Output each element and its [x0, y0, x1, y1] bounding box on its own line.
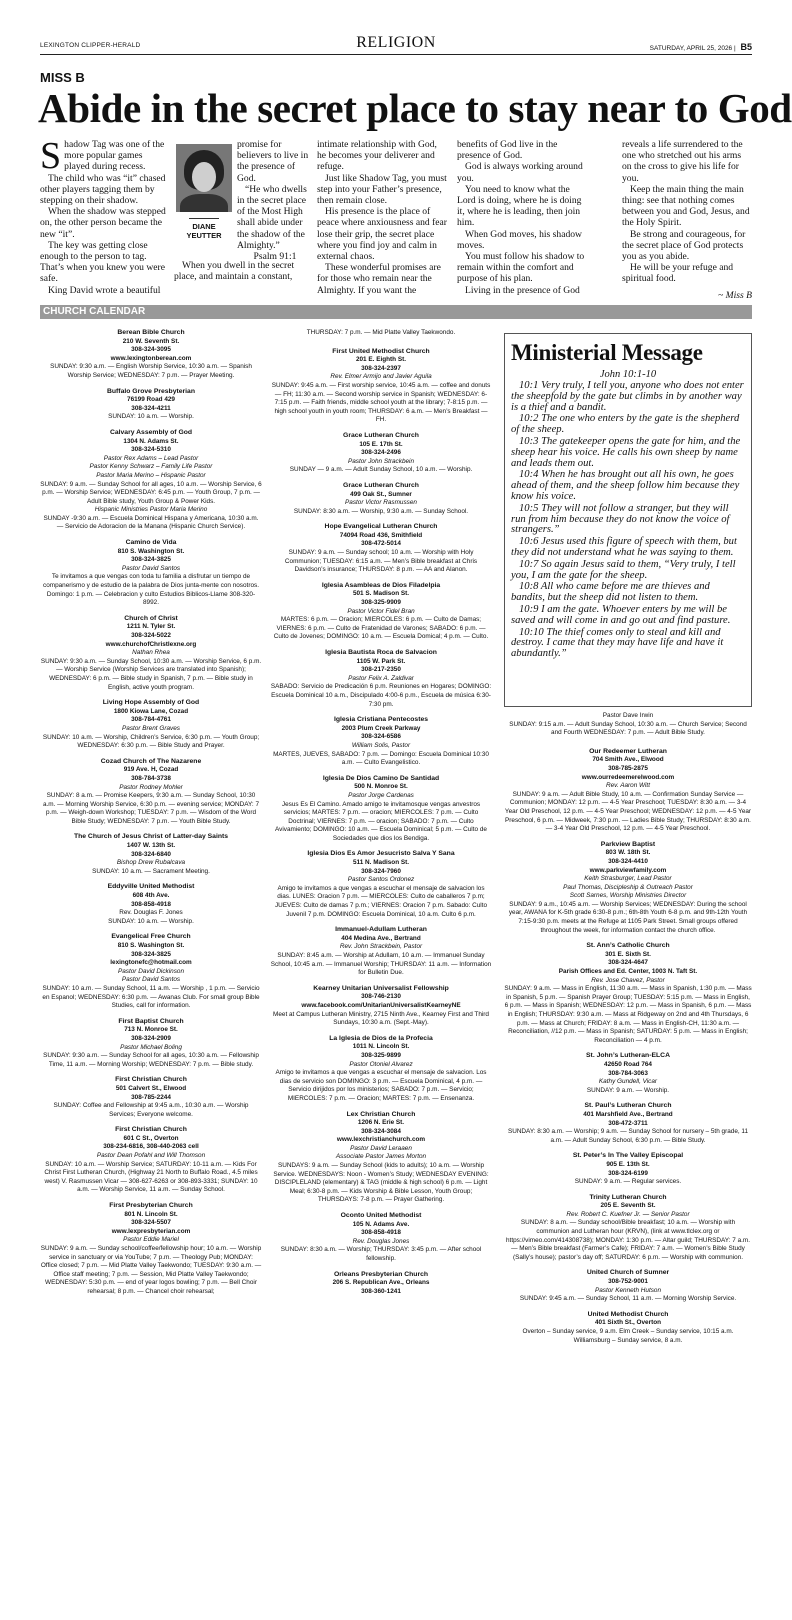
calendar-column-1 [40, 329, 262, 1304]
church-address: 74094 Road 436, Smithfield [339, 531, 423, 539]
scripture-verse: 10:9 I am the gate. Whoever enters by me will be saved and will come in and go out and find pasture. [511, 603, 731, 626]
church-name: Parkview Baptist [600, 840, 656, 848]
church-staff: Associate Pastor James Morton [335, 1153, 427, 1161]
church-name: First Presbyterian Church [109, 1202, 193, 1210]
article-paragraph: reveals a life surrendered to the one who stretched out his arms on the cross to give his life for you. [622, 139, 743, 184]
church-address: 499 Oak St., Sumner [350, 490, 412, 498]
calendar-entry [504, 942, 752, 1045]
article-paragraph: “He who dwells in the secret place of the Most High shall abide under the shadow of the Almighty.” [237, 183, 307, 251]
calendar-entry [40, 329, 262, 381]
scripture-verse: 10:5 They will not follow a stranger, but they will run from him because they do not know the voice of strangers.” [511, 502, 730, 536]
church-website: www.facebook.com/UnitarianUniversalistKearneyNE [301, 1001, 461, 1009]
church-name: First Christian Church [115, 1076, 187, 1084]
church-schedule: SUNDAY: 8:30 a.m. — Worship; THURSDAY: 3:45 p.m. — After school fellowship. [280, 1246, 482, 1262]
calendar-entry [270, 1271, 492, 1297]
church-address: 1206 N. Erie St. [357, 1119, 405, 1127]
church-address: 105 N. Adams Ave. [352, 1220, 410, 1228]
church-name: Our Redeemer Lutheran [589, 747, 667, 755]
church-staff: Keith Strasburger, Lead Pastor [584, 875, 672, 883]
church-name: Iglesia Bautista Roca de Salvacion [325, 649, 437, 656]
author-box [176, 144, 232, 240]
church-staff: Pastor Kenneth Hutson [594, 1286, 662, 1294]
church-website: www.lexchristianchurch.com [336, 1136, 426, 1144]
calendar-entry [270, 432, 492, 475]
church-name: Church of Christ [124, 614, 178, 622]
church-name: St. Peter’s In The Valley Episcopal [572, 1152, 684, 1160]
church-address: 401 Marshfield Ave., Bertrand [583, 1110, 673, 1118]
church-staff: Pastor Victor Rasmussen [345, 499, 417, 507]
church-address: 404 Medina Ave., Bertrand [341, 934, 421, 942]
scripture-verses [511, 381, 745, 660]
ministerial-message-box [504, 333, 752, 707]
calendar-entry [40, 429, 262, 532]
church-address: 501 S. Madison St. [352, 590, 410, 598]
church-address: 105 E. 17th St. [359, 440, 403, 448]
church-staff: Pastor John Strackbein [347, 457, 415, 465]
church-staff: Pastor David Santos [121, 976, 181, 984]
church-staff: Pastor David Dickinson [117, 967, 185, 975]
calendar-entry [40, 539, 262, 608]
article-paragraph: His presence is the place of peace where anxiousness and fear lose their grip, the secret place where you find joy and calm in external chaos. [317, 206, 447, 263]
church-phone: 308-324-2909 [131, 1034, 171, 1042]
church-address: 608 4th Ave. [132, 892, 170, 900]
church-phone: 308-325-9909 [361, 599, 401, 607]
article-paragraph: The child who was “it” chased other players tagging them by stepping on their shadow. [40, 172, 166, 207]
calendar-entry [40, 1126, 262, 1195]
scripture-verse: 10:8 All who came before me are thieves and bandits, but the sheep did not listen to them. [511, 581, 710, 604]
church-name: United Methodist Church [587, 1310, 669, 1318]
church-phone: 308-472-3711 [608, 1119, 648, 1127]
church-address: 501 Calvert St., Elwood [115, 1084, 187, 1092]
church-name: St. Paul’s Lutheran Church [584, 1102, 672, 1110]
calendar-entry [270, 523, 492, 575]
church-schedule: SUNDAY -9:30 a.m. — Escuela Dominical Hispana y Americana, 10:30 a.m. — Servicio de Adoracion de la Manana (Hispanic Church Service). [43, 514, 259, 531]
church-staff: Paul Thomas, Discipleship & Outreach Pastor [563, 883, 693, 891]
article-paragraph: God is always working around you. [457, 161, 583, 184]
church-address: 511 N. Madison St. [352, 859, 410, 867]
church-schedule: SUNDAY: 9 a.m. — Worship. [586, 1086, 670, 1094]
church-name: Iglesia Dios Es Amor Jesucristo Salva Y Sana [307, 850, 455, 858]
church-schedule: SUNDAY: 10 a.m. — Worship. [108, 917, 194, 925]
church-schedule: SUNDAY: 9 a.m. — Adult Bible Study, 10 a.m. — Confirmation Sunday Service — Communion; MONDAY: 12 p.m. — 4-5 Year Preschool; TUESDAY: 8:30 a.m. — 3-4 Year Old Preschool, 12 p.m. — 4-5 Year Preschool; WEDNESDAY: 12 p.m. — 4-5 Year Preschool, 6 p.m. — Midweek, 7:30 p.m. — Ladies Bible Study; THURSDAY: 8:30 a.m. — 3-4 Year Old Preschool, 12 p.m. — 4-5 Year Preschool. [504, 790, 752, 833]
church-name: First Christian Church [115, 1126, 187, 1134]
church-address: 1800 Kiowa Lane, Cozad [113, 707, 189, 715]
church-schedule: SUNDAY: 8:30 a.m. — Worship, 9:30 a.m. — Sunday School. [293, 507, 469, 515]
calendar-entry [40, 1018, 262, 1070]
church-phone: 308-324-3825 [131, 950, 171, 958]
church-address: 76199 Road 429 [127, 396, 175, 404]
article-paragraph: These wonderful promises are for those who remain near the Almighty. If you want the [317, 262, 441, 296]
church-address: 1304 N. Adams St. [123, 437, 179, 445]
church-staff: Pastor David Leraaen [350, 1144, 412, 1152]
scripture-verse: 10:1 Very truly, I tell you, anyone who does not enter the sheepfold by the gate but climbs in by another way is a thief and a bandit. [511, 380, 744, 413]
calendar-entry [504, 1052, 752, 1095]
church-staff: Pastor Eddie Mariel [123, 1236, 179, 1244]
calendar-entry [270, 850, 492, 919]
calendar-entry [40, 615, 262, 692]
calendar-entry [504, 1311, 752, 1345]
church-name: Iglesia Cristiana Pentecostes [333, 716, 429, 724]
church-staff: Pastor Dean Pofahl and Will Thomson [96, 1152, 206, 1160]
church-staff: Rev. Douglas Jones [352, 1237, 410, 1245]
church-schedule: Meet at Campus Lutheran Ministry, 2715 Ninth Ave., Kearney First and Third Sundays, 10:30 a.m. (Sept.-May). [273, 1010, 489, 1027]
church-schedule: SUNDAY: 9 a.m., 10:45 a.m. — Worship Services; WEDNESDAY: During the school year, AWANA for K-5th grade 6:30-8 p.m.; 6th-8th Youth 6-8 p.m. and 9th-12th Youth 7:15-9:30 p.m. meets at the Refuge at 1105 Park Street. Small groups offered throughout the week, for information contact the church office. [508, 900, 748, 934]
church-website: Parish Offices and Ed. Center, 1003 N. Taft St. [558, 968, 698, 976]
church-schedule: SUNDAY: 10 a.m. — Sacrament Meeting. [92, 867, 210, 875]
paper-name: LEXINGTON CLIPPER-HERALD [40, 42, 141, 49]
calendar-entry [270, 582, 492, 642]
church-phone: 308-858-4918 [361, 1229, 401, 1237]
drop-cap: S [40, 135, 62, 177]
church-phone: 308-784-4761 [131, 716, 171, 724]
church-staff: Pastor Rex Adams – Lead Pastor [103, 454, 199, 462]
article-paragraph: When you dwell in the secret place, and maintain a constant, [174, 260, 295, 283]
church-staff: Pastor Santos Ordonez [347, 876, 415, 884]
church-staff: William Solis, Pastor [351, 741, 411, 749]
church-name: Eddyville United Methodist [107, 883, 195, 891]
church-staff: Rev. Aaron Witt [606, 782, 650, 790]
church-schedule: SUNDAY: 9 a.m. — Regular services. [574, 1178, 682, 1186]
church-name: Hope Evangelical Lutheran Church [324, 523, 438, 531]
calendar-entry [504, 1152, 752, 1186]
calendar-continuation [504, 712, 752, 738]
church-staff: Pastor David Santos [121, 564, 181, 572]
church-staff: Bishop Drew Rubalcava [116, 859, 186, 867]
article-column-2 [237, 139, 313, 262]
author-first-name: DIANE [192, 222, 216, 231]
church-schedule: SUNDAY: 9:30 a.m. — English Worship Service, 10:30 a.m. — Spanish Worship Service; WEDNESDAY: 7 p.m. — Prayer Meeting. [50, 363, 252, 379]
article-paragraph: You must follow his shadow to remain within the comfort and purpose of his plan. [457, 251, 585, 285]
church-address: 919 Ave. H, Cozad [123, 766, 179, 774]
calendar-entry [40, 699, 262, 751]
church-name: St. John’s Lutheran-ELCA [586, 1052, 670, 1060]
church-phone: 308-325-9899 [361, 1051, 401, 1059]
article-paragraph [40, 135, 168, 177]
article-column-5 [622, 139, 752, 301]
church-phone: 308-324-3095 [131, 346, 171, 354]
church-schedule: SUNDAY: 9:30 a.m. — Sunday School for all ages, 10:30 a.m. — Fellowship Time, 11 a.m. — Morning Worship; WEDNESDAY: 7 p.m. — Bible study. [43, 1052, 259, 1068]
church-schedule: Jesus Es El Camino. Amado amigo te invitamosque vengas anvestros servicios; MARTES: 7 p.m. — oracion; MIERCOLES: 7 p.m. — Culto Doctrinal; VIERNES: 7 p.m. — oracion; SABADO: 7 p.m. — Culto Avivamiento; DOMINGO: 10 a.m. — Escuela Dominical; 5 p.m. — Culto de Sociedades que dios los Bendiga. [275, 800, 487, 842]
church-phone: 308-324-2496 [361, 449, 401, 457]
church-schedule: SUNDAY — 9 a.m. — Adult Sunday School, 10 a.m. — Worship. [289, 466, 473, 474]
church-address: 803 W. 18th St. [605, 849, 651, 857]
church-schedule: SUNDAYS: 9 a.m. — Sunday School (kids to adults); 10 a.m. — Worship Service. WEDNESDAYS: Noon - Women’s Study; WEDNESDAY EVENING: DISCIPLELAND (elementary) & TAG (middle & high school) 6 p.m. — Light Meal; 6:30-8 p.m. — Kids Worship & Bible Lesson, Youth Group; THURSDAYS: 7-8 p.m. — Prayer Gathering. [273, 1162, 489, 1204]
church-phone: 308-324-5507 [131, 1219, 171, 1227]
date-text: SATURDAY, APRIL 25, 2026 [649, 45, 733, 52]
church-address: 1211 N. Tyler St. [126, 623, 176, 631]
church-staff: Rev. Jose Chavez, Pastor [591, 976, 665, 984]
church-staff: Pastor Jorge Cardenas [348, 791, 414, 799]
scripture-verse: 10:2 The one who enters by the gate is the shepherd of the sheep. [511, 413, 740, 436]
calendar-entry [270, 649, 492, 709]
church-schedule: SUNDAY: 8 a.m. — Promise Keepers, 9:30 a.m. — Sunday School, 10:30 a.m. — Morning Worship Service, 6:30 p.m. — evening service; MONDAY: 7 p.m. — Weigh-down Workshop; TUESDAY: 7 p.m. — Wisdom of the Word Bible Study; WEDNESDAY: 7 p.m. — Youth Bible Study. [42, 792, 260, 825]
church-website: lexingtonefc@hotmail.com [110, 959, 192, 967]
church-schedule: Amigo te invitamos a que vengas a escuchar el mensaje de salvacion. Los dias de servicio son DOMINGO: 3 p.m. — Escuela Dominical, 4 p.m. — Servicio dirijidos por los ministerios; SABADO: 7 p.m. — Servicio; MIERCOLES: 7 p.m. — Oracion; MARTES: 7 p.m. — Ensenanza. [275, 1069, 487, 1102]
author-last-name: YEUTTER [186, 231, 222, 240]
church-phone: 308-324-3825 [131, 556, 171, 564]
church-pastor: Rev. Douglas F. Jones [119, 909, 183, 917]
church-phone: 308-324-5022 [131, 632, 171, 639]
church-name: Iglesia Asambleas de Dios Filadelpia [321, 581, 441, 589]
church-schedule: SUNDAY: 9:45 a.m. — Sunday School, 11 a.m. — Morning Worship Service. [519, 1295, 737, 1303]
church-name: Living Hope Assembly of God [102, 699, 200, 707]
article-paragraph: intimate relationship with God, he becomes your deliverer and refuge. [317, 139, 437, 173]
church-phone: 308-324-2397 [361, 364, 401, 372]
church-staff: Scott Sarnes, Worship Ministries Director [569, 892, 687, 900]
church-staff: Pastor Michael Boling [120, 1043, 182, 1051]
church-address: 308-752-9001 [608, 1278, 648, 1286]
church-name: La Iglesia de Dios de la Profecia [329, 1034, 433, 1042]
calendar-entry [40, 1202, 262, 1297]
church-name: Calvary Assembly of God [109, 428, 193, 436]
church-staff: Pastor Felix A. Zaldivar [348, 674, 414, 682]
church-website: www.lexpresbyterian.com [111, 1227, 191, 1235]
church-phone: 308-324-6840 [131, 850, 171, 858]
church-schedule: Te invitamos a que vengas con toda tu familia a disfrutar un tiempo de companerismo y de estudio de la palabra de Dios junta-mente con nosotros. Domingo: 1 p.m. — Celebracion y culto Estudios Biblicos-Llame 308-320-8992. [43, 573, 259, 607]
church-address: 801 N. Lincoln St. [124, 1210, 178, 1218]
church-schedule: Amigo te invitamos a que vengas a escuchar el mensaje de salvacion los dias. LUNES: Oracion 7 p.m. — MIERCOLES: Culto de caballeros 7 p.m; JUEVES: Culto de damas 7 p.m.; VIERNES: Oracion 7 p.m. Sabado: Culto Juvenil 7 p.m. DOMINGO: Escuela Dominical, 10 a.m. Culto 6 p.m. [274, 884, 488, 918]
church-name: Cozad Church of The Nazarene [100, 757, 202, 765]
article-column-4 [457, 139, 587, 296]
church-schedule: SUNDAY: 9 a.m. — Sunday School for all ages, 10 a.m. — Worship Service, 6 p.m. — Worship Service; WEDNESDAY: 6:45 p.m. — Youth Group, 7 p.m. — Adult Bible study, Youth Group & Power Kids. [40, 480, 262, 505]
church-address: 1407 W. 13th St. [126, 842, 176, 850]
church-address: 905 E. 13th St. [606, 1160, 650, 1168]
church-name: Lex Christian Church [346, 1110, 416, 1118]
church-phone: 308-858-4918 [131, 900, 171, 908]
church-address: 401 Sixth St., Overton [594, 1319, 662, 1327]
church-address: 201 E. Eighth St. [355, 356, 407, 364]
church-schedule: SUNDAY: 8 a.m. — Sunday school/Bible breakfast; 10 a.m. — Worship with communion and Lutheran hour (KRVN), (link at www.tlclex.org or https://vimeo.com/414308738); MONDAY: 1:30 p.m. — Altar guild; THURSDAY: 7 a.m. — Men’s Bible breakfast (Farmer’s Cafe); FRIDAY: 7 a.m. — Women’s Bible Study (Sally’s house); pastor’s day off; SATURDAY: 6 p.m. — Worship with communion. [505, 1219, 750, 1261]
church-schedule: SUNDAY: 8:30 a.m. — Worship; 9 a.m. — Sunday School for nursery – 5th grade, 11 a.m. — Adult Sunday School, 6:30 p.m. — Bible Study. [507, 1128, 749, 1144]
church-schedule: SUNDAY: 9:15 a.m. — Adult Sunday School, 10:30 a.m. — Church Service; Second and Fourth WEDNESDAY: 7 p.m. — Adult Bible Study. [509, 720, 747, 737]
article-paragraph: When God moves, his shadow moves. [457, 228, 582, 251]
church-phone: 308-472-5014 [361, 540, 401, 548]
article-headline: Abide in the secret place to stay near to God [38, 85, 792, 131]
calendar-column-3 [504, 712, 752, 1352]
church-name: Evangelical Free Church [111, 933, 191, 941]
church-schedule: SABADO: Servicio de Predicación 6 p.m. Reuniones en Hogares; DOMINGO: Escuela Dominical 10 a.m., Discipulado 4:00-6 p.m., Escuela de música 6:30-7:30 pm. [270, 683, 492, 708]
masthead [40, 33, 752, 55]
church-address: 205 E. Seventh St. [600, 1202, 656, 1210]
church-name: The Church of Jesus Christ of Latter-day Saints [73, 833, 229, 841]
article-paragraph: promise for believers to live in the presence of God. [237, 139, 309, 184]
church-name: United Church of Sumner [586, 1269, 670, 1277]
article-paragraph: The key was getting close enough to the person to tag. That’s when you knew you were safe. [40, 239, 165, 285]
article-paragraph: Psalm 91:1 [253, 251, 297, 263]
church-website: www.ourredeemerelwood.com [581, 773, 675, 781]
church-phone: 308-784-3738 [131, 774, 171, 782]
church-phone: 308-324-4410 [608, 857, 648, 865]
church-phone: 308-217-2350 [361, 666, 401, 674]
church-phone: 308-324-4647 [608, 959, 648, 967]
church-schedule: SUNDAY: 9 a.m. — Sunday school; 10 a.m. — Worship with Holy Communion; TUESDAY: 6:15 a.m. — Men’s Bible breakfast at Chris Davidson’s insurance; THURSDAY: 8 p.m. — AA and Alanon. [284, 549, 478, 574]
church-phone: 308-785-2875 [608, 764, 648, 772]
calendar-entry [270, 926, 492, 978]
church-name: Trinity Lutheran Church [589, 1193, 667, 1201]
article-signature: ~ Miss B [718, 289, 752, 301]
church-staff: Pastor Otoniel Alvarez [349, 1060, 413, 1068]
calendar-entry [40, 1076, 262, 1119]
church-staff: Pastor Victor Fidel Bran [347, 607, 415, 615]
church-address: 713 N. Monroe St. [124, 1026, 178, 1034]
church-name: Camino de Vida [125, 539, 177, 547]
church-schedule: SUNDAY: 10 a.m. — Worship, Children’s Service, 6:30 p.m. — Youth Group; WEDNESDAY: 6:30 p.m. — Bible Study and Prayer. [42, 733, 260, 750]
church-address: 704 Smith Ave., Elwood [592, 756, 664, 764]
church-schedule: SUNDAY: 9 a.m. — Mass in English, 11:30 a.m. — Mass in Spanish, 1:30 p.m. — Mass in Spanish, 5 p.m. — Spanish Prayer Group; TUESDAY: 5:15 p.m. — Mass in English, 6 p.m. — Mass in Spanish; WEDNESDAY: 12 p.m. — Mass in Spanish, 6 p.m. — Mass in English; THURSDAY: 9:30 a.m. — Mass at Ridgeway on 2nd and 4th Thursdays, 6 p.m. — Mass at Church; FRIDAY: 8 a.m. — Mass in English-CH, 11:30 a.m. — Reconciliation, //12 p.m. — Mass in Spanish; SATURDAY: 5 p.m. — Mass in English; Reconciliation — 4 p.m. [504, 985, 752, 1044]
calendar-entry [40, 758, 262, 827]
church-staff: Pastor Brent Graves [122, 724, 180, 732]
church-address: 810 S. Washington St. [117, 942, 185, 949]
church-staff: Rev. John Strackbein, Pastor [339, 943, 423, 951]
article-paragraph: Be strong and courageous, for the secret place of God protects you as you abide. [622, 228, 746, 263]
calendar-entry [40, 883, 262, 926]
scripture-verse: 10:4 When he has brought out all his own, he goes ahead of them, and the sheep follow him because they know his voice. [511, 469, 740, 502]
church-schedule: SUNDAY: 9 a.m. — Sunday school/coffee/fellowship hour; 10 a.m. — Worship service in sanctuary or via YouTube; 7 p.m. — Theology Pub; MONDAY: Office closed; 7 p.m. — Mid Platte Valley Taekwondo; TUESDAY: 9:30 a.m. — Office staff meeting; 7 p.m. — Session, Mid Platte Valley Taekwondo; WEDNESDAY: 5:30 p.m. — end of year logos bowling; 7 p.m. — Bell Choir rehearsal; 8 p.m. — Chancel choir rehearsal; [40, 1245, 262, 1295]
church-name: Grace Lutheran Church [343, 431, 419, 439]
section-name: RELIGION [356, 34, 436, 51]
church-phone: 308-324-4211 [131, 404, 171, 412]
church-address: 301 E. Sixth St. [605, 950, 651, 958]
calendar-entry [504, 1102, 752, 1145]
calendar-entry [40, 933, 262, 1010]
church-name: Oconto United Methodist [340, 1212, 422, 1220]
calendar-entry [270, 775, 492, 844]
church-schedule: SUNDAY: 9:45 a.m. — First worship service, 10:45 a.m. — coffee and donuts — FH; 11:30 a.m. — Second worship service in Spanish; WEDNESDAY: 6-7:15 p.m. — Faith friends, middle school youth at the library; 7-8:15 p.m. — high school youth in youth room; THURSDAY: 6 a.m. — Men’s Breakfast — FH. [271, 381, 491, 424]
church-name: St. Ann’s Catholic Church [586, 942, 670, 950]
church-staff: Kathy Gundell, Vicar [598, 1078, 658, 1086]
calendar-entry [40, 833, 262, 876]
calendar-entry [504, 1269, 752, 1303]
calendar-entry [270, 1111, 492, 1206]
church-staff: Rev. Elmer Armijo and Javier Aguila [330, 373, 432, 381]
church-name: Grace Lutheran Church [343, 481, 419, 489]
page-number: B5 [740, 42, 752, 52]
church-address: 1011 N. Lincoln St. [352, 1043, 410, 1051]
author-photo [176, 144, 232, 212]
church-address: 2003 Plum Creek Parkway [341, 724, 421, 732]
calendar-entry [270, 1035, 492, 1104]
church-phone: 308-324-6199 [608, 1169, 648, 1177]
church-website: www.parkviewfamily.com [589, 866, 667, 874]
church-name: Immanuel-Adullam Lutheran [335, 926, 427, 934]
article-paragraph: Just like Shadow Tag, you must step into your Father’s presence, then remain close. [317, 172, 447, 207]
column-kicker: MISS B [40, 70, 85, 85]
article-paragraph: Living in the presence of God [465, 284, 580, 296]
church-name: First Baptist Church [118, 1017, 184, 1025]
church-phone: 308-784-3063 [608, 1069, 648, 1077]
article-paragraph: King David wrote a beautiful [48, 284, 161, 296]
article-paragraph: When the shadow was stepped on, the other person became the new “it”. [40, 206, 166, 240]
church-staff: Pastor Dave Irwin [602, 712, 654, 719]
calendar-entry [270, 348, 492, 425]
church-staff: Pastor Maria Merino – Hispanic Pastor [96, 471, 206, 479]
church-phone: 308-324-7960 [361, 867, 401, 875]
author-byline [176, 218, 232, 240]
article-paragraph: Keep the main thing the main thing: see that nothing comes between you and God, Jesus, and the Holy Spirit. [622, 183, 750, 229]
church-phone: 308-324-6586 [361, 733, 401, 741]
church-schedule: SUNDAY: 9:30 a.m. — Sunday School, 10:30 a.m. — Worship Service, 6 p.m. — Worship Service (Worship Services are translated into Spanish); WEDNESDAY: 6 p.m. — Bible study in Spanish, 7 p.m. — Bible study in English, active youth program. [40, 657, 262, 691]
church-phone: 308-324-5310 [131, 446, 171, 454]
church-address: 601 C St., Overton [123, 1134, 179, 1142]
church-address: 308-746-2130 [361, 993, 401, 1001]
calendar-entry [270, 716, 492, 768]
church-name: Buffalo Grove Presbyterian [106, 387, 195, 395]
calendar-entry [270, 1212, 492, 1264]
church-staff: Rev. Robert C. Kuefner Jr. — Senior Pastor [566, 1210, 690, 1218]
issue-date: SATURDAY, APRIL 25, 2026 | B5 [649, 42, 752, 52]
church-name: Iglesia De Dios Camino De Santidad [322, 774, 440, 782]
church-address: 210 W. Seventh St. [122, 337, 180, 345]
article-paragraph: benefits of God live in the presence of God. [457, 139, 558, 162]
church-schedule: SUNDAY: 8:45 a.m. — Worship at Adullam, 10 a.m. — Immanuel Sunday School, 10:45 a.m. — Immanuel Worship; THURSDAY: 11 a.m. — Information for Bulletin Due. [270, 952, 492, 977]
church-name: First United Methodist Church [332, 347, 430, 355]
scripture-reference: John 10:1-10 [599, 369, 657, 380]
church-website: www.lexingtonberean.com [110, 354, 192, 362]
scripture-verse: 10:7 So again Jesus said to them, “Very truly, I tell you, I am the gate for the sheep. [511, 558, 736, 581]
article-paragraph: He will be your refuge and spiritual food. [622, 262, 734, 285]
calendar-entry [270, 985, 492, 1028]
calendar-entry [270, 482, 492, 516]
ministerial-title: Ministerial Message [511, 340, 703, 365]
church-address: 1105 W. Park St. [356, 657, 406, 665]
church-schedule: MARTES, JUEVES, SABADO: 7 p.m. — Domingo: Escuela Dominical 10:30 a.m. — Culto Evangelistico. [273, 750, 489, 767]
calendar-column-2 [270, 329, 492, 1303]
church-schedule: Overton – Sunday service, 9 a.m. Elm Creek – Sunday service, 10:15 a.m. Williamsburg – Sunday service, 8 a.m. [522, 1328, 734, 1344]
church-address: 810 S. Washington St. [117, 547, 185, 555]
church-schedule: SUNDAY: 10 a.m. — Worship. [108, 413, 194, 421]
scripture-verse: 10:3 The gatekeeper opens the gate for him, and the sheep hear his voice. He calls his own sheep by name and leads them out. [511, 435, 741, 469]
church-staff: Nathan Rhea [132, 649, 170, 657]
church-address: 42650 Road 764 [604, 1060, 652, 1068]
church-schedule: SUNDAY: 10 a.m. — Worship Service; SATURDAY: 10-11 a.m. — Kids For Christ First Lutheran Church, (Highway 21 North to Buffalo Road., 4.5 miles west) V. Rasmussen Vicar — 308-627-6263 or 308-893-3331; SUNDAY: 10 a.m. — Worship Service, 11 a.m. — Sunday School. [44, 1160, 258, 1194]
church-schedule: MARTES: 6 p.m. — Oracion; MIERCOLES: 6 p.m. — Culto de Damas; VIERNES: 6 p.m. — Culto de Fratenidad de Varones; SABADO: 6 p.m. — Culto de Jovenes; DOMINGO: 10 a.m. — Escuela Domical; 4 p.m. — Culto. [273, 616, 489, 641]
church-staff: Pastor Rodney Mohler [119, 783, 183, 791]
church-staff: Hispanic Ministries Pastor Maria Merino [94, 506, 208, 514]
scripture-verse: 10:10 The thief comes only to steal and kill and destroy. I came that they may have life and have it abundantly.” [511, 626, 724, 660]
church-address: 206 S. Republican Ave., Orleans [332, 1279, 430, 1287]
church-name: Orleans Presbyterian Church [333, 1270, 429, 1278]
church-phone: 308-360-1241 [361, 1287, 401, 1295]
church-schedule: SUNDAY: Coffee and Fellowship at 9:45 a.m., 10:30 a.m. — Worship Services; Everyone welcome. [53, 1102, 249, 1118]
church-calendar-header: CHURCH CALENDAR [40, 305, 752, 319]
church-phone: 308-234-6816, 308-440-2063 cell [103, 1143, 199, 1151]
calendar-entry [40, 388, 262, 422]
article-paragraph: You need to know what the Lord is doing, where he is doing it, where he is leading, then join him. [457, 183, 582, 229]
article-column-2-bottom [174, 260, 314, 282]
article-column-1 [40, 135, 168, 296]
calendar-continuation: THURSDAY: 7 p.m. — Mid Platte Valley Taekwondo. [306, 329, 456, 336]
church-staff: Pastor Kenny Schwarz – Family Life Pastor [89, 463, 213, 471]
church-address: 500 N. Monroe St. [354, 783, 408, 791]
church-schedule: SUNDAY: 10 a.m. — Sunday School, 11 a.m. — Worship , 1 p.m. — Servicio en Espanol; WEDNESDAY: 6:30 p.m. — Awanas Club. For small group Bible Studies, call for information. [42, 984, 260, 1010]
church-website: www.churchofChristlexne.org [105, 640, 197, 648]
church-phone: 308-785-2244 [131, 1093, 171, 1101]
church-phone: 308-324-3084 [361, 1127, 401, 1135]
church-name: Kearney Unitarian Universalist Fellowship [313, 984, 449, 992]
calendar-entry [504, 1194, 752, 1263]
paragraph-text: hadow Tag was one of the more popular games played during recess. [64, 139, 165, 173]
calendar-entry [504, 748, 752, 834]
calendar-entry [504, 841, 752, 936]
church-name: Berean Bible Church [117, 329, 185, 336]
article-column-3 [317, 139, 447, 296]
scripture-verse: 10:6 Jesus used this figure of speech with them, but they did not understand what he was saying to them. [511, 536, 737, 558]
